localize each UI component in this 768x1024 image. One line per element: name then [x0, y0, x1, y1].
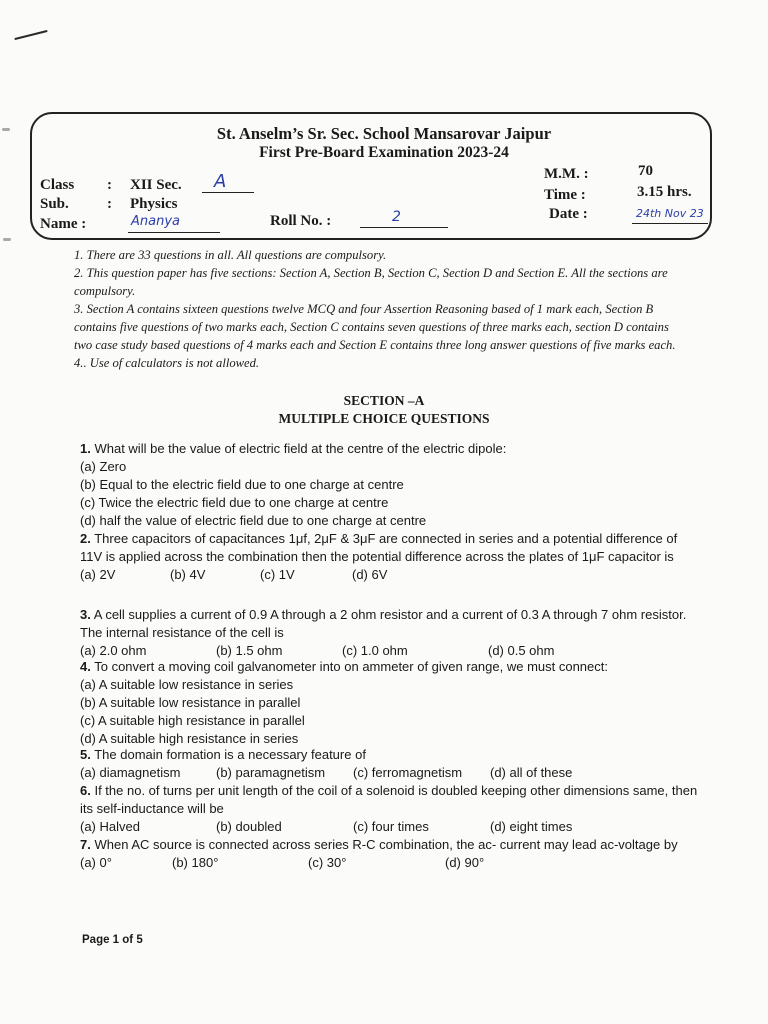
question-text: A cell supplies a current of 0.9 A through a 2 ohm resistor and a current of 0.3 A through 7 ohm resistor. The internal resistance of the cell is [80, 607, 687, 640]
question-text: The domain formation is a necessary feature of [94, 747, 366, 762]
option: (d) 90° [445, 855, 485, 870]
option: (c) four times [353, 819, 429, 834]
options-row [80, 764, 700, 782]
option: (d) all of these [490, 765, 573, 780]
option: (d) half the value of electric field due to one charge at centre [80, 513, 427, 528]
section-subtitle: MULTIPLE CHOICE QUESTIONS [278, 411, 490, 426]
question-number: 6. [80, 783, 91, 798]
option: (d) 6V [352, 567, 388, 582]
option: (b) 1.5 ohm [216, 643, 283, 658]
exam-name: First Pre-Board Examination 2023-24 [259, 144, 509, 161]
option: (a) diamagnetism [80, 765, 181, 780]
options-row [80, 566, 700, 584]
question-text: If the no. of turns per unit length of the coil of a solenoid is doubled keeping other dimensions same, then its self-inductance will be [80, 783, 698, 816]
option: (b) A suitable low resistance in parallel [80, 695, 301, 710]
option: (a) 2.0 ohm [80, 643, 147, 658]
option: (b) doubled [216, 819, 282, 834]
question-5 [80, 746, 700, 782]
option: (c) 1V [260, 567, 295, 582]
instruction-item: 1. There are 33 questions in all. All questions are compulsory. [74, 248, 387, 262]
question-number: 3. [80, 607, 91, 622]
question-text: Three capacitors of capacitances 1μf, 2μF & 3μF are connected in series and a potential difference of 11V is applied across the combination then the potential difference across the plates of 1μF capacitor is [80, 531, 678, 564]
option: (d) 0.5 ohm [488, 643, 555, 658]
class-value: XII Sec. [130, 177, 182, 193]
school-name: St. Anselm’s Sr. Sec. School Mansarovar Jaipur [216, 124, 552, 143]
instruction-item: 4.. Use of calculators is not allowed. [74, 356, 260, 370]
subject-colon: : [107, 196, 112, 212]
question-number: 4. [80, 659, 91, 674]
subject-label: Sub. [40, 196, 69, 212]
name-label: Name : [40, 216, 87, 232]
roll-label: Roll No. : [270, 213, 332, 229]
instruction-item: 3. Section A contains sixteen questions twelve MCQ and four Assertion Reasoning based of 1 mark each, Section B contains five questions of two marks each, Section C contains seven questions of three marks each, section D contains two case study based questions of 4 marks each and Section E contains three long answer questions of five marks each. [74, 302, 676, 352]
option: (c) ferromagnetism [353, 765, 463, 780]
option: (d) A suitable high resistance in series [80, 731, 299, 746]
question-2 [80, 530, 700, 584]
max-marks-value: 70 [638, 163, 653, 179]
punch-mark [3, 238, 11, 241]
name-handwritten: Ananya [131, 214, 180, 229]
roll-handwritten: 2 [392, 209, 401, 225]
roll-underline [360, 227, 448, 228]
class-colon: : [107, 177, 112, 193]
option: (b) 4V [170, 567, 206, 582]
question-4 [80, 658, 700, 748]
option: (c) 1.0 ohm [342, 643, 408, 658]
question-3 [80, 606, 700, 660]
question-text: What will be the value of electric field at the centre of the electric dipole: [94, 441, 507, 456]
option: (c) 30° [308, 855, 347, 870]
options-row [80, 854, 700, 872]
time-label: Time : [544, 187, 586, 203]
question-text: To convert a moving coil galvanometer into on ammeter of given range, we must connect: [94, 659, 608, 674]
option: (c) A suitable high resistance in parallel [80, 713, 305, 728]
option: (a) 2V [80, 567, 116, 582]
date-underline [632, 223, 708, 224]
name-underline [128, 232, 220, 233]
section-handwritten: A [214, 171, 227, 192]
question-1 [80, 440, 700, 530]
option: (c) Twice the electric field due to one charge at centre [80, 495, 389, 510]
options-row [80, 818, 700, 836]
question-6 [80, 782, 700, 836]
instruction-item: 2. This question paper has five sections: Section A, Section B, Section C, Section D and Section E. All the sections are compulsory. [74, 266, 668, 298]
option: (a) Halved [80, 819, 140, 834]
option: (d) eight times [490, 819, 573, 834]
pen-mark [14, 30, 47, 40]
section-underline [202, 192, 254, 193]
question-number: 7. [80, 837, 91, 852]
date-handwritten: 24th Nov 23 [636, 207, 704, 220]
subject-value: Physics [130, 196, 178, 212]
option: (b) Equal to the electric field due to one charge at centre [80, 477, 404, 492]
question-number: 2. [80, 531, 91, 546]
max-marks-label: M.M. : [544, 166, 589, 182]
option: (a) A suitable low resistance in series [80, 677, 294, 692]
question-7 [80, 836, 700, 872]
option: (a) 0° [80, 855, 112, 870]
question-number: 1. [80, 441, 91, 456]
option: (a) Zero [80, 459, 127, 474]
date-label: Date : [549, 206, 588, 222]
page-number: Page 1 of 5 [82, 934, 143, 946]
option: (b) paramagnetism [216, 765, 326, 780]
time-value: 3.15 hrs. [637, 184, 692, 200]
question-text: When AC source is connected across series R-C combination, the ac- current may lead ac-voltage by [94, 837, 678, 852]
question-number: 5. [80, 747, 91, 762]
option: (b) 180° [172, 855, 219, 870]
class-label: Class [40, 177, 75, 193]
section-title: SECTION –A [343, 393, 425, 408]
instructions [74, 246, 684, 372]
